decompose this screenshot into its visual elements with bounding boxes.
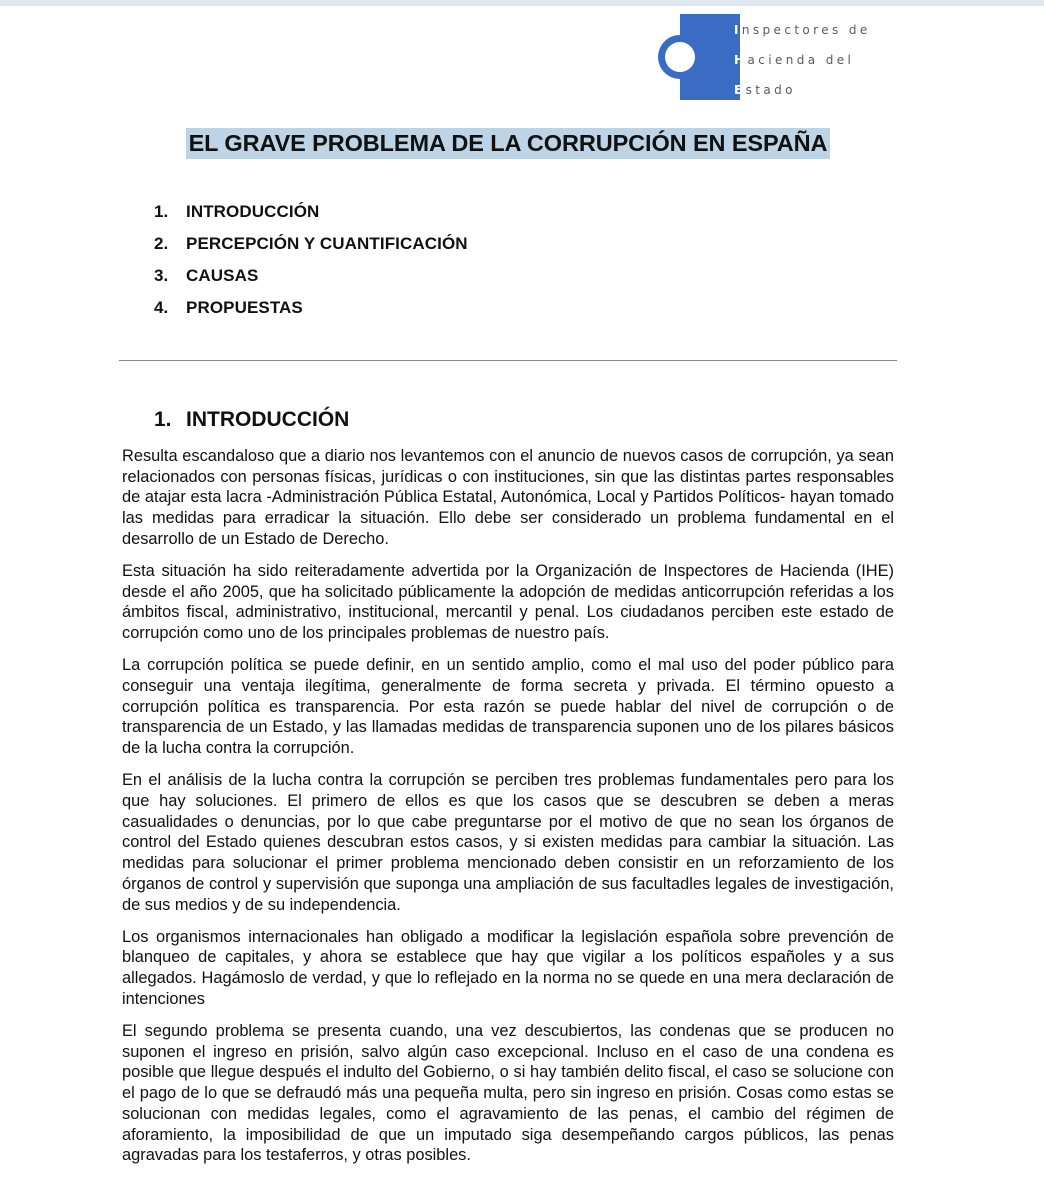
logo-word-rest: acienda del xyxy=(747,53,855,67)
paragraph: Esta situación ha sido reiteradamente advertida por la Organización de Inspectores de Hacienda (IHE) desde el año 2005, que ha solicitado públicamente la adopción de medidas anticorrupción referidas a los ámbitos fiscal, administrativo, institucional, mercantil y penal. Los ciudadanos perciben este estado de corrupción como uno de los principales problemas de nuestro país. xyxy=(122,562,894,643)
toc-item xyxy=(154,202,468,234)
section-heading xyxy=(154,408,349,432)
toc-label: PERCEPCIÓN Y CUANTIFICACIÓN xyxy=(186,234,468,253)
paragraph: La corrupción política se puede definir, en un sentido amplio, como el mal uso del poder público para conseguir una ventaja ilegítima, generalmente de forma secreta y privada. El término opuesto a corrupción política es transparencia. Por esta razón se puede hablar del nivel de corrupción o de transparencia de un Estado, y las llamadas medidas de transparencia suponen uno de los pilares básicos de la lucha contra la corrupción. xyxy=(122,656,894,758)
paragraph: Los organismos internacionales han obligado a modificar la legislación española sobre prevención de blanqueo de capitales, y ahora se establece que hay que vigilar a los políticos españoles y a sus allegados. Hagámoslo de verdad, y que lo reflejado en la norma no se quede en una mera declaración de intenciones xyxy=(122,927,894,1008)
logo-initial: H xyxy=(734,53,748,67)
ihe-logo xyxy=(646,14,894,116)
paragraph: En el análisis de la lucha contra la corrupción se perciben tres problemas fundamentales pero para los que hay soluciones. El primero de ellos es que los casos que se descubren se deben a meras casualidades o denuncias, por lo que cabe preguntarse por el motivo de que no sean los órganos de control del Estado quienes descubran estos casos, y si existen medidas para cambiar la situación. Las medidas para solucionar el primer problema mencionado deben consistir en un reforzamiento de los órganos de control y supervisión que suponga una ampliación de sus facultadles legales de investigación, de sus medios y de su independencia. xyxy=(122,771,894,914)
toc-label: CAUSAS xyxy=(186,266,259,285)
logo-line-3 xyxy=(734,78,871,108)
logo-word-rest: nspectores de xyxy=(741,23,871,37)
paragraph: El segundo problema se presenta cuando, una vez descubiertos, las condenas que se producen no suponen el ingreso en prisión, salvo algún caso excepcional. Incluso en el caso de una condena es posible que llegue después el indulto del Gobierno, o si hay también delito fiscal, el caso se solucione con el pago de lo que se defraudó más una pequeña multa, pero sin ingreso en prisión. Cosas como estas se solucionan con medidas legales, como el agravamiento de las penas, el cambio del régimen de aforamiento, la imposibilidad de que un imputado siga desempeñando cargos públicos, las penas agravadas para los testaferros, y otras posibles. xyxy=(122,1022,894,1165)
logo-initial: I xyxy=(734,23,742,37)
toc-item xyxy=(154,298,468,330)
toc-label: PROPUESTAS xyxy=(186,298,303,317)
logo-initial: E xyxy=(734,83,746,97)
logo-line-1 xyxy=(734,18,871,48)
viewer-top-bar xyxy=(0,0,1044,6)
title-container xyxy=(0,128,1016,159)
table-of-contents xyxy=(154,202,468,330)
ihe-logo-mark xyxy=(658,14,744,100)
toc-number: 4. xyxy=(154,298,169,317)
toc-item xyxy=(154,266,468,298)
ihe-logo-wordmark xyxy=(734,18,871,108)
section-title: INTRODUCCIÓN xyxy=(186,408,350,431)
logo-word-rest: stado xyxy=(745,83,796,97)
section-divider xyxy=(119,360,897,361)
toc-label: INTRODUCCIÓN xyxy=(186,202,320,221)
document-body xyxy=(122,446,894,1178)
toc-item xyxy=(154,234,468,266)
paragraph: Resulta escandaloso que a diario nos levantemos con el anuncio de nuevos casos de corrupción, ya sean relacionados con personas físicas, jurídicas o con instituciones, sin que las distintas partes responsables de atajar esta lacra -Administración Pública Estatal, Autonómica, Local y Partidos Políticos- hayan tomado las medidas para erradicar la situación. Ello debe ser considerado un problema fundamental en el desarrollo de un Estado de Derecho. xyxy=(122,447,894,548)
toc-number: 1. xyxy=(154,202,169,221)
toc-number: 3. xyxy=(154,266,169,285)
section-number: 1. xyxy=(154,408,172,431)
logo-line-2 xyxy=(734,48,871,78)
toc-number: 2. xyxy=(154,234,169,253)
document-title: EL GRAVE PROBLEMA DE LA CORRUPCIÓN EN ESPAÑA xyxy=(186,128,831,159)
